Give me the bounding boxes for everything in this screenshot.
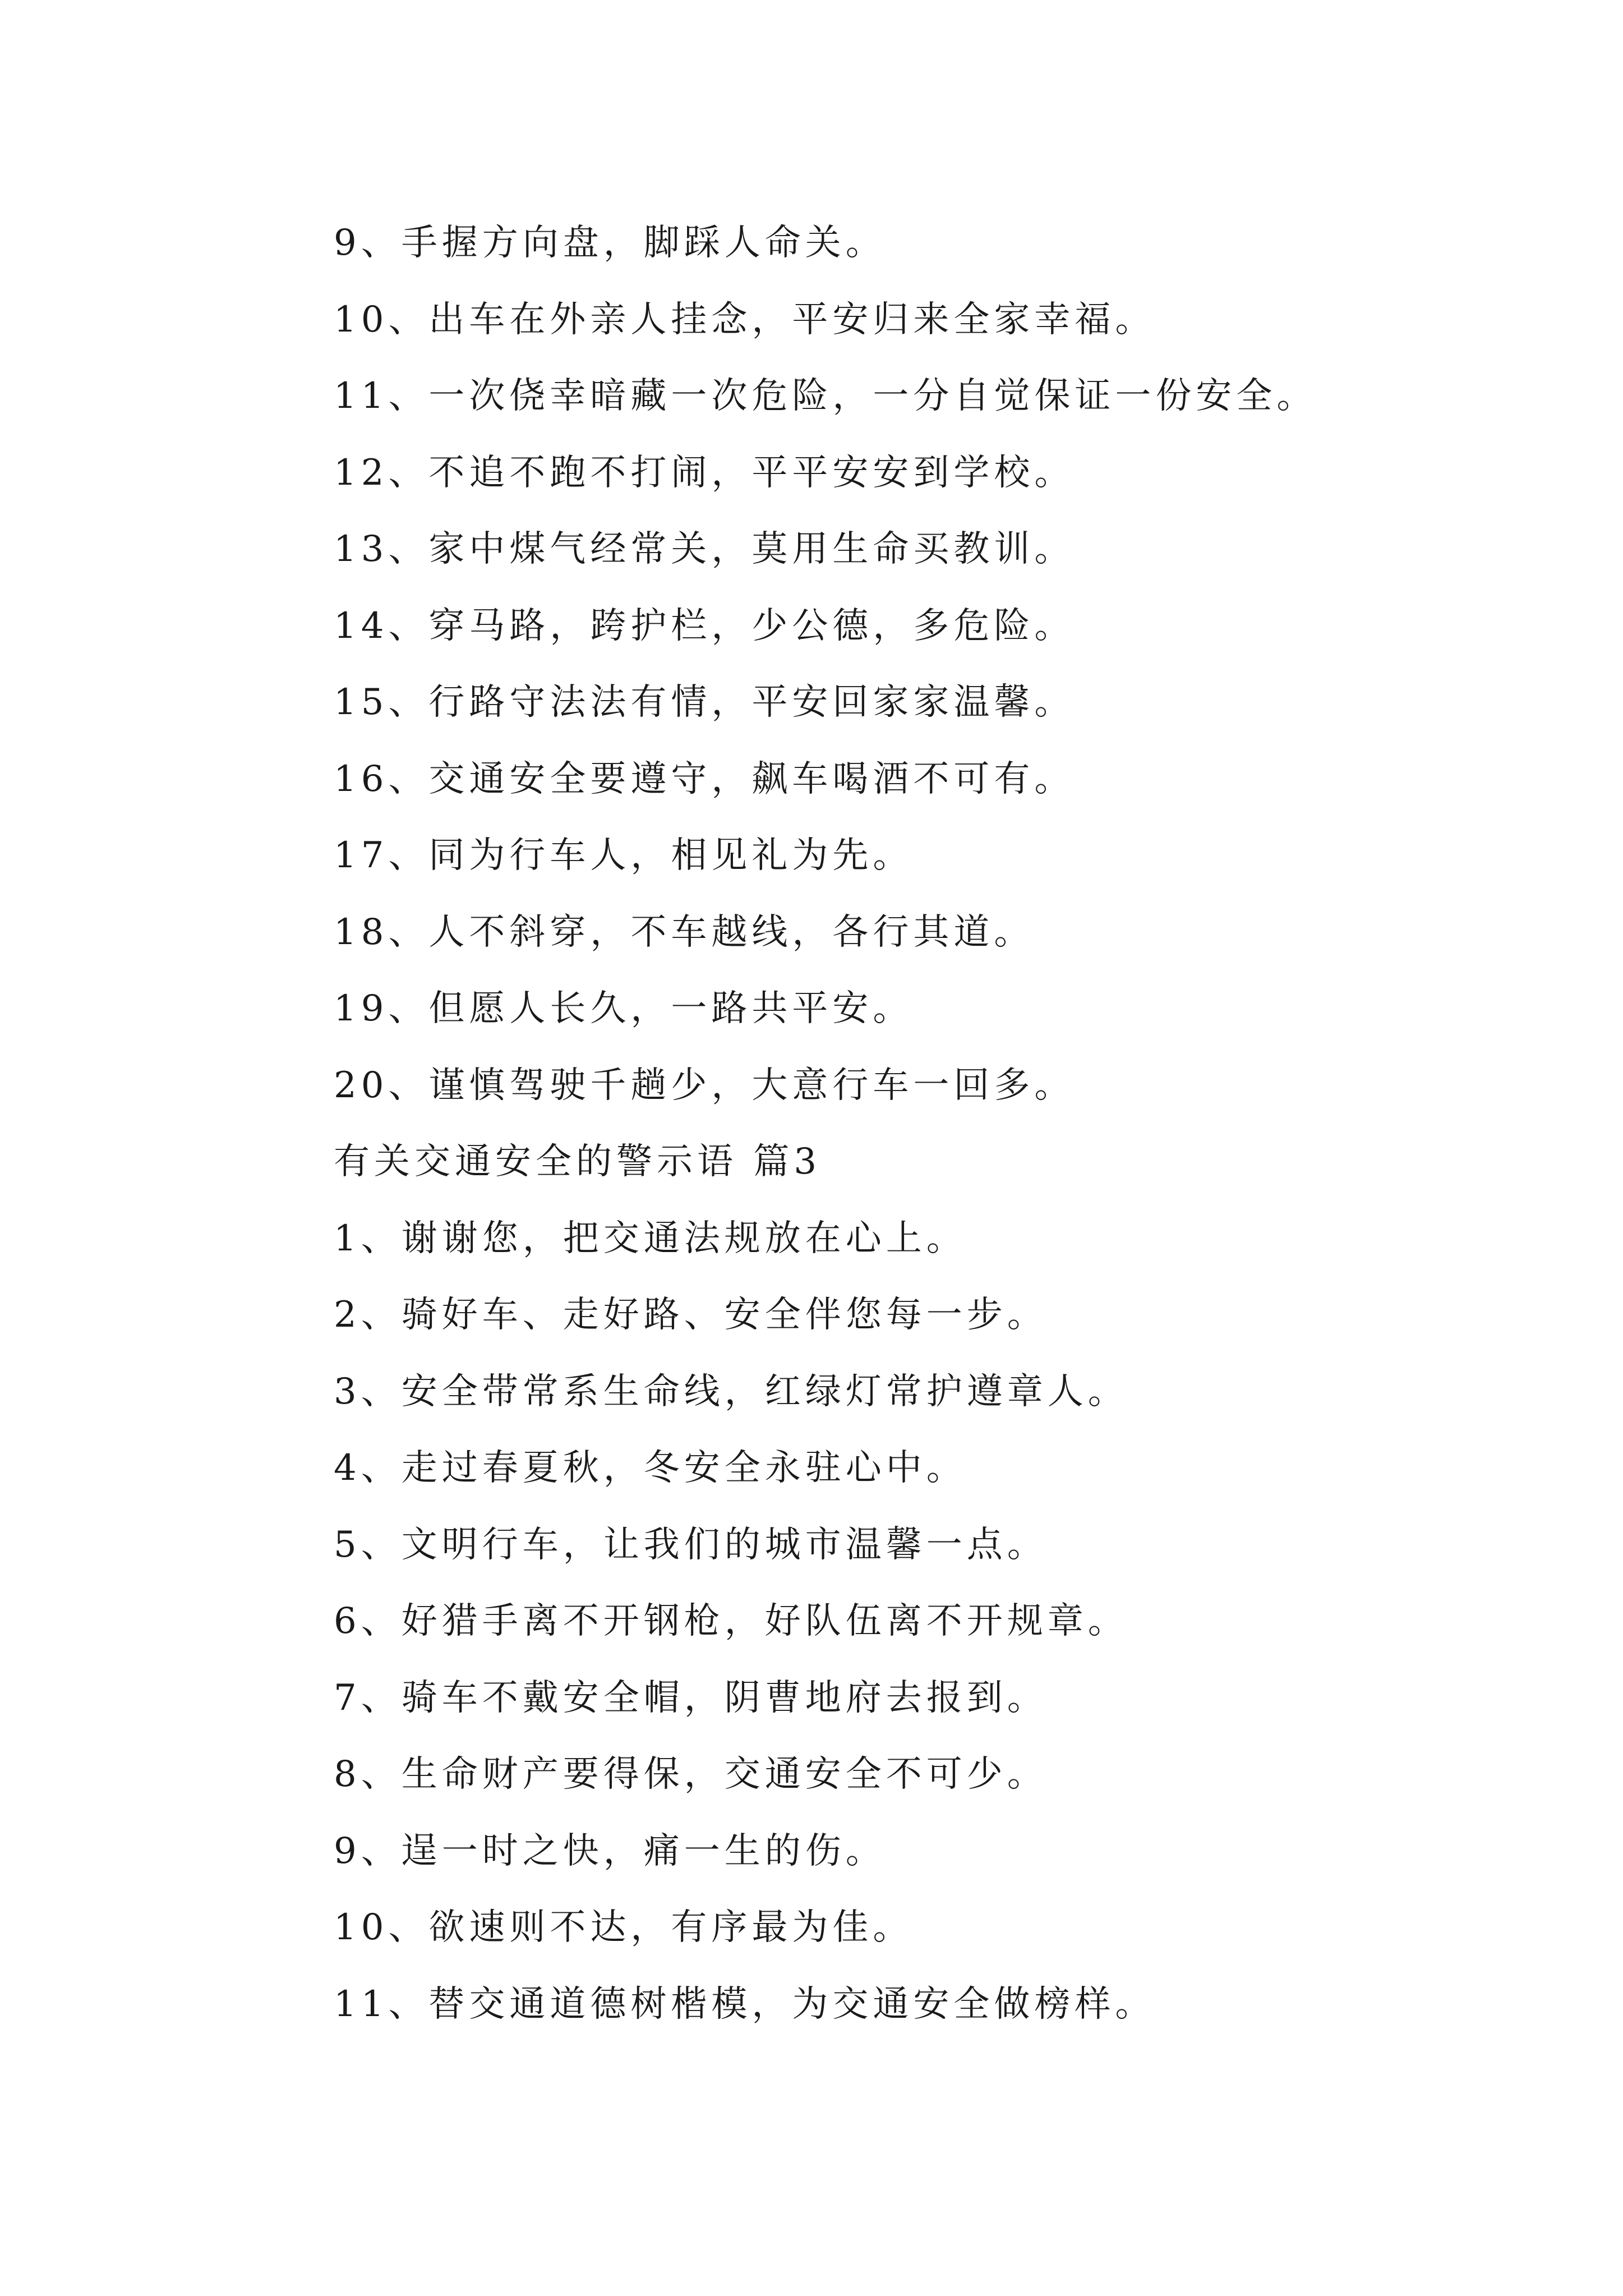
text-line: 10、欲速则不达，有序最为佳。 [334,1907,914,1948]
text-line: 3、安全带常系生命线，红绿灯常护遵章人。 [334,1370,1128,1412]
text-line: 17、同为行车人，相见礼为先。 [334,835,914,876]
document-body [334,205,1596,2042]
text-line: 13、家中煤气经常关，莫用生命买教训。 [334,528,1075,570]
text-line: 16、交通安全要遵守，飙车喝酒不可有。 [334,758,1075,800]
text-line: 4、走过春夏秋，冬安全永驻心中。 [334,1447,967,1489]
text-line: 5、文明行车，让我们的城市温馨一点。 [334,1524,1048,1566]
text-line: 11、替交通道德树楷模，为交通安全做榜样。 [334,1983,1156,2025]
text-line: 9、逞一时之快，痛一生的伤。 [334,1830,886,1872]
text-line: 18、人不斜穿，不车越线，各行其道。 [334,911,1035,953]
text-line: 8、生命财产要得保，交通安全不可少。 [334,1754,1048,1795]
text-line: 2、骑好车、走好路、安全伴您每一步。 [334,1294,1048,1336]
text-line: 9、手握方向盘，脚踩人命关。 [334,222,886,264]
text-line: 12、不追不跑不打闹，平平安安到学校。 [334,452,1075,494]
text-line: 6、好猎手离不开钢枪，好队伍离不开规章。 [334,1600,1128,1642]
section-heading: 有关交通安全的警示语 篇3 [334,1141,822,1182]
text-line: 11、一次侥幸暗藏一次危险，一分自觉保证一份安全。 [334,375,1317,417]
text-line: 1、谢谢您，把交通法规放在心上。 [334,1217,967,1259]
text-line: 20、谨慎驾驶千趟少，大意行车一回多。 [334,1064,1075,1106]
text-line: 7、骑车不戴安全帽，阴曹地府去报到。 [334,1677,1048,1719]
text-line: 14、穿马路，跨护栏，少公德，多危险。 [334,605,1075,647]
text-line: 15、行路守法法有情，平安回家家温馨。 [334,682,1075,723]
text-line: 10、出车在外亲人挂念，平安归来全家幸福。 [334,298,1156,341]
text-line: 19、但愿人长久，一路共平安。 [334,988,914,1029]
